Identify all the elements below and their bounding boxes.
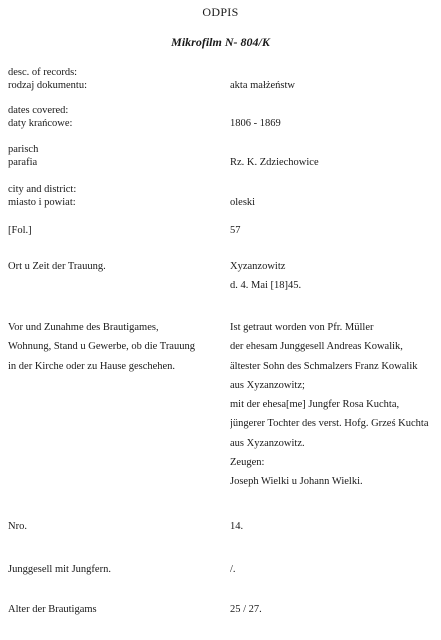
nro-value: 14.: [230, 521, 244, 532]
dates-label: [8, 104, 223, 130]
groom-value-line: aus Xyzanzowitz;: [230, 379, 305, 391]
groom-value-line: der ehesam Junggesell Andreas Kowalik,: [230, 341, 403, 353]
age-value: 25 / 27.: [230, 604, 262, 615]
nro-label: Nro.: [8, 521, 27, 532]
folio-value: 57: [230, 225, 241, 236]
city-label: [8, 183, 223, 209]
dates-label-pl: daty krańcowe:: [8, 118, 73, 129]
parish-label-en: parisch: [8, 144, 39, 155]
desc-records-label-en: desc. of records:: [8, 67, 78, 78]
dates-label-en: dates covered:: [8, 105, 69, 116]
groom-label-line: Vor und Zunahme des Brautigames,: [8, 322, 159, 333]
place-time-line: Xyzanzowitz: [230, 261, 286, 272]
document-title: ODPIS: [202, 5, 239, 19]
single-label: Junggesell mit Jungfern.: [8, 564, 111, 575]
microfilm-number: Mikrofilm N- 804/K: [171, 35, 270, 49]
groom-value-line: Zeugen:: [230, 457, 265, 469]
groom-value: [230, 318, 441, 492]
groom-label-line: Wohnung, Stand u Gewerbe, ob die Trauung: [8, 341, 195, 353]
city-label-pl: miasto i powiat:: [8, 197, 76, 208]
parish-label-pl: parafia: [8, 157, 38, 168]
groom-label-line: in der Kirche oder zu Hause geschehen.: [8, 360, 176, 372]
dates-value: 1806 - 1869: [230, 118, 281, 129]
groom-value-line: ältester Sohn des Schmalzers Franz Kowalik: [230, 360, 418, 372]
desc-records-label-pl: rodzaj dokumentu:: [8, 80, 88, 91]
groom-value-line: Joseph Wielki u Johann Wielki.: [230, 476, 363, 488]
single-value: /.: [230, 564, 236, 575]
place-time-value: [230, 257, 441, 296]
desc-records-value: akta małżeństw: [230, 80, 296, 91]
city-label-en: city and district:: [8, 184, 77, 195]
groom-value-line: jüngerer Tochter des verst. Hofg. Grześ Kuchta: [230, 418, 429, 430]
city-value: oleski: [230, 197, 256, 208]
groom-label: [8, 318, 223, 376]
parish-label: [8, 143, 223, 169]
folio-label: [Fol.]: [8, 225, 32, 236]
place-time-line: d. 4. Mai [18]45.: [230, 280, 302, 292]
place-time-label: Ort u Zeit der Trauung.: [8, 261, 106, 272]
groom-value-line: aus Xyzanzowitz.: [230, 437, 305, 449]
age-label: Alter der Brautigams: [8, 604, 97, 615]
parish-value: Rz. K. Zdziechowice: [230, 157, 319, 168]
groom-value-line: Ist getraut worden von Pfr. Müller: [230, 322, 374, 333]
desc-records-label: [8, 66, 223, 92]
groom-value-line: mit der ehesa[me] Jungfer Rosa Kuchta,: [230, 399, 400, 411]
